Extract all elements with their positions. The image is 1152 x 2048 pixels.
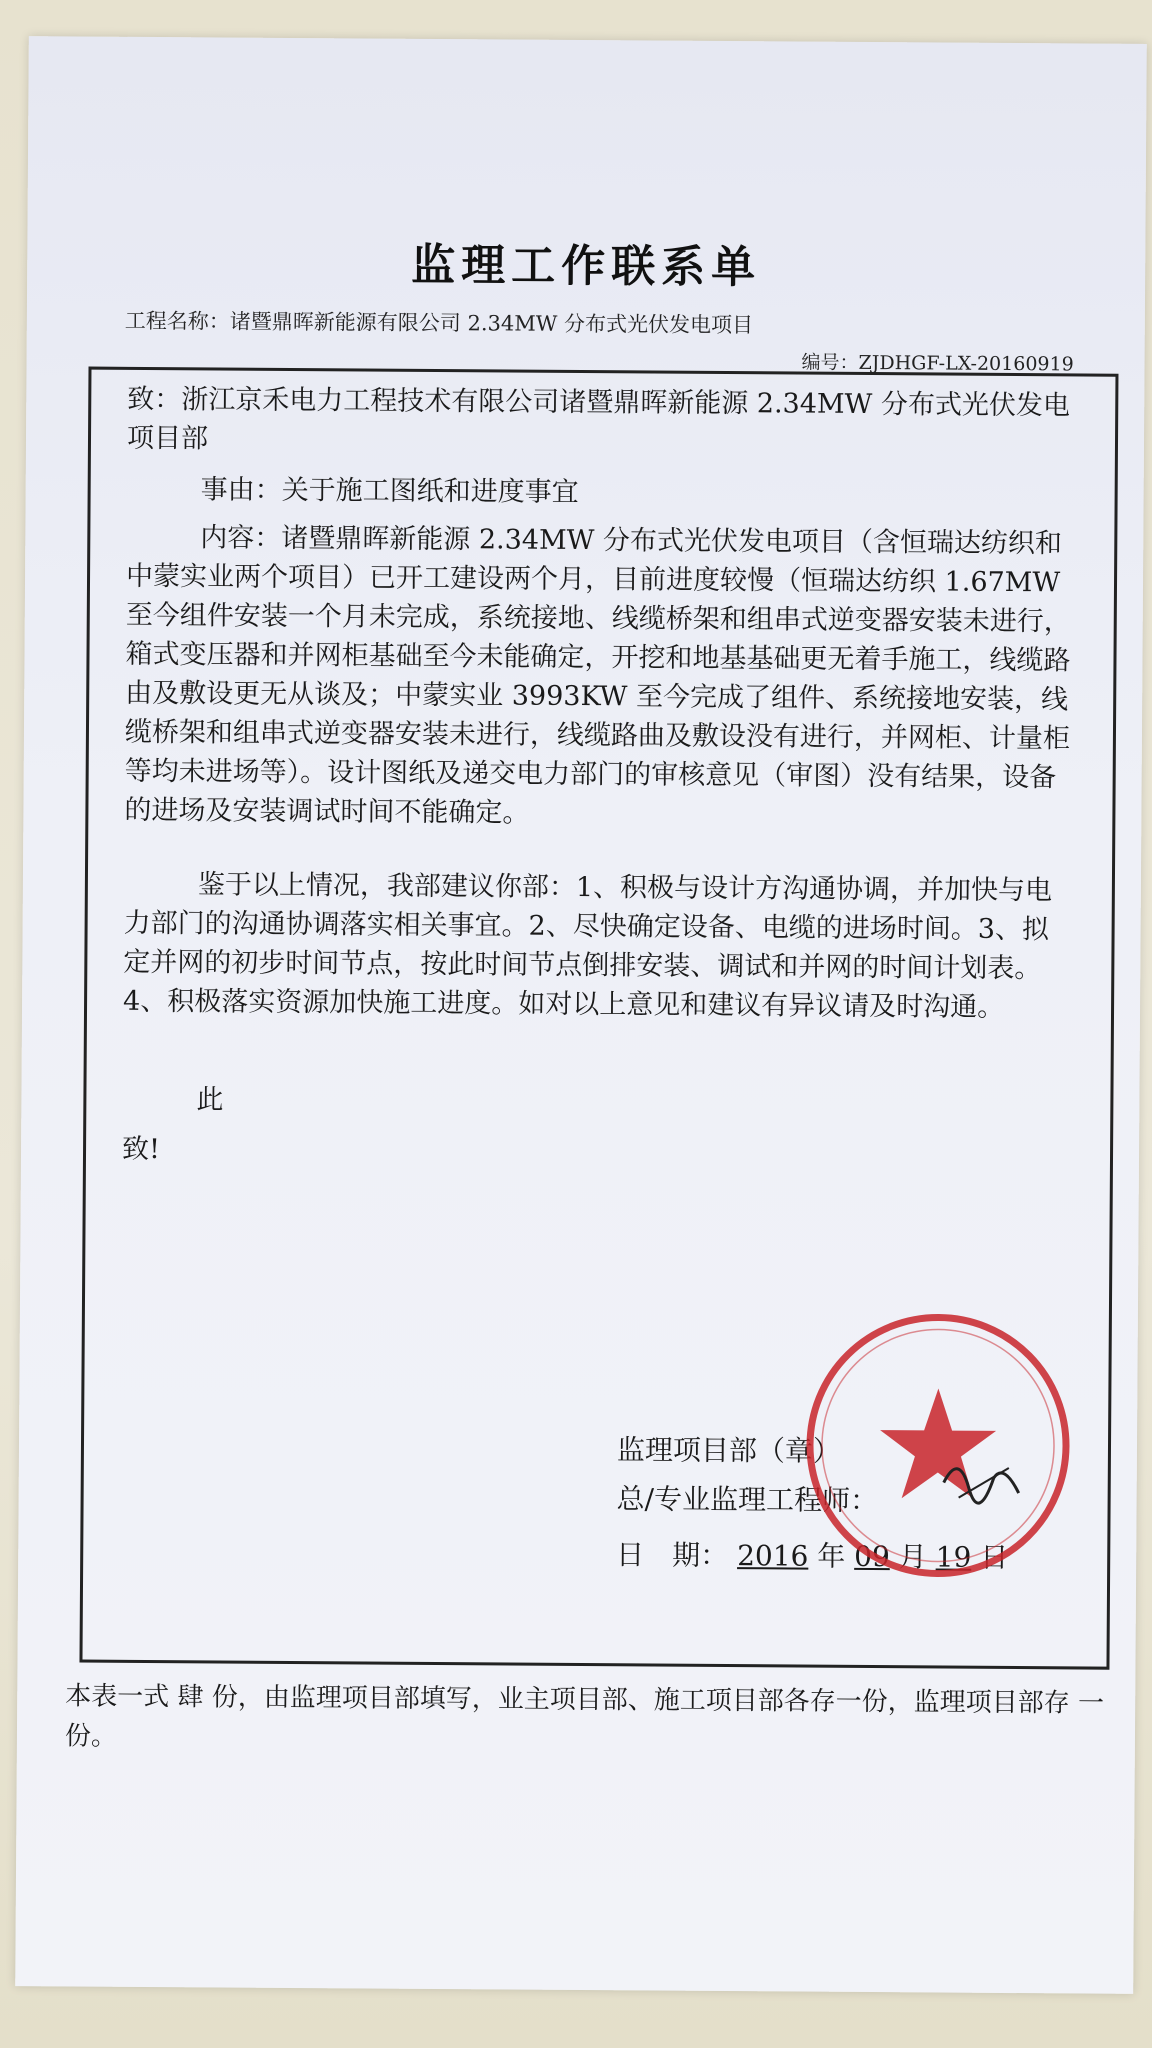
handwritten-signature	[939, 1443, 1029, 1514]
code-label: 编号：	[801, 351, 859, 374]
document-sheet	[15, 36, 1147, 1994]
document-code: ZJDHGF-LX-20160919	[858, 351, 1074, 376]
subject-line: 事由：关于施工图纸和进度事宜	[200, 474, 579, 508]
closing-ci: 此	[196, 1084, 224, 1116]
date-year-unit: 年	[817, 1539, 846, 1573]
project-name-label: 工程名称：	[124, 308, 230, 334]
project-name-line	[125, 305, 753, 339]
suggestion-paragraph: 鉴于以上情况，我部建议你部：1、积极与设计方沟通协调，并加快与电力部门的沟通协调落实相关事宜。2、尽快确定设备、电缆的进场时间。3、拟定并网的初步时间节点，按此时间节点倒排安装、调试和并网的时间计划表。4、积极落实资源加快施工进度。如对以上意见和建议有异议请及时沟通。	[122, 869, 1053, 1023]
footnote: 本表一式 肆 份，由监理项目部填写，业主项目部、施工项目部各存一份，监理项目部存 一 份。	[64, 1681, 1105, 1752]
date-day: 19	[935, 1540, 972, 1574]
date-month-unit: 月	[898, 1540, 927, 1574]
signature-dept: 监理项目部（章）	[616, 1433, 842, 1468]
date-day-unit: 日	[980, 1540, 1009, 1574]
document-title: 监理工作联系单	[411, 239, 762, 294]
closing-zhi: 致!	[121, 1133, 161, 1166]
date-month: 09	[854, 1539, 890, 1574]
content-paragraph: 内容：诸暨鼎晖新能源 2.34MW 分布式光伏发电项目（含恒瑞达纺织和中蒙实业两个项目）已开工建设两个月，目前进度较慢（恒瑞达纺织 1.67MW 至今组件安装一个月未完成，系统接地、线缆桥架和组串式逆变器安装未进行，箱式变压器和并网柜基础至今未能确定，开挖和地基基础更无着手施工，线缆路由及敷设更无从谈及；中蒙实业 3993KW 至今完成了组件、系统接地安装，线缆桥架和组串式逆变器安装未进行，线缆路曲及敷设没有进行，并网柜、计量柜等均未进场等）。设计图纸及递交电力部门的审核意见（审图）没有结果，设备的进场及安装调试时间不能确定。	[124, 522, 1071, 829]
project-name: 诸暨鼎晖新能源有限公司 2.34MW 分布式光伏发电项目	[229, 309, 754, 338]
addressee: 致：浙江京禾电力工程技术有限公司诸暨鼎晖新能源 2.34MW 分布式光伏发电项目部	[126, 383, 1071, 455]
date-label: 日 期：	[616, 1538, 729, 1573]
date-year: 2016	[737, 1539, 809, 1573]
signature-engineer: 总/专业监理工程师：	[616, 1482, 879, 1518]
